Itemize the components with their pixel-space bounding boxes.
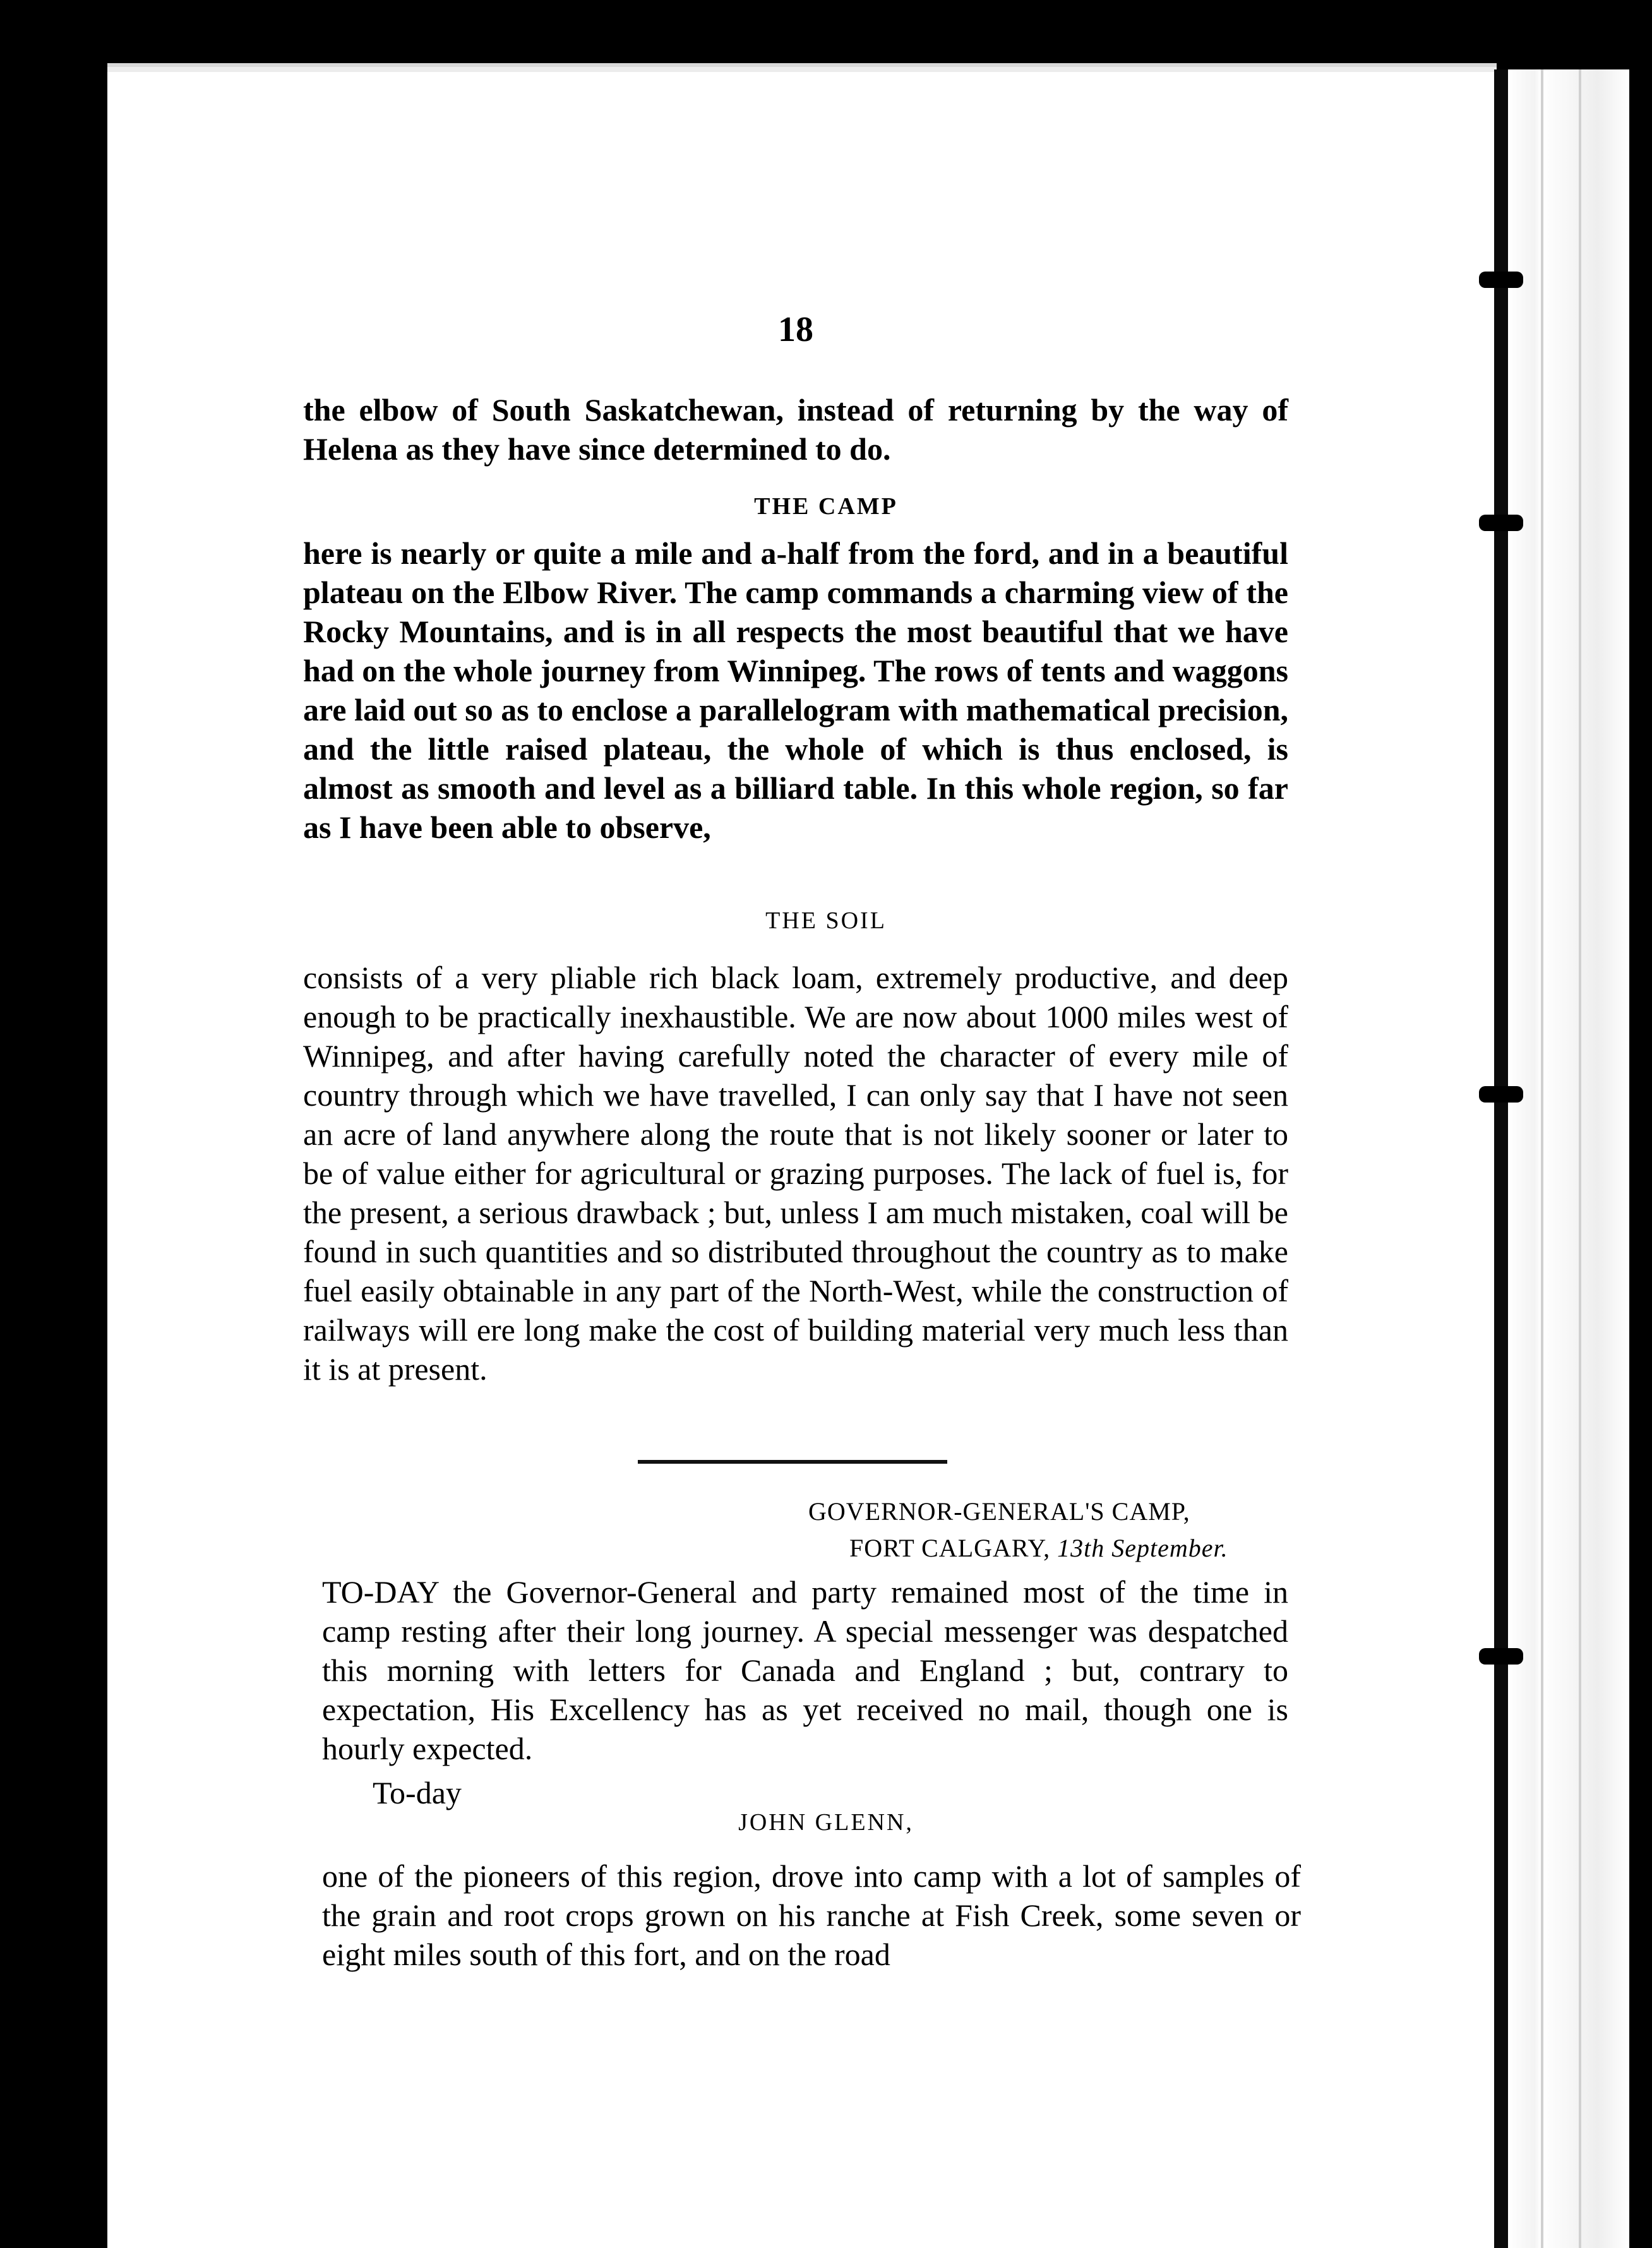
- page-edge-line: [1579, 69, 1581, 2248]
- paragraph-camp: here is nearly or quite a mile and a-half from the ford, and in a beautiful plateau on the Elbow River. The camp commands a charming view of the Rocky Mountains, and is in all respects the most beautiful that we have had on the whole journey from Winnipeg. The rows of tents and waggons are laid out so as to enclose a parallelogram with mathematical precision, and the little raised plateau, the whole of which is thus enclosed, is almost as smooth and level as a billiard table. In this whole region, so far as I have been able to observe,: [303, 535, 1288, 845]
- heading-john-glenn: JOHN GLENN,: [738, 1809, 914, 1836]
- binding-stitch: [1479, 1086, 1523, 1103]
- heading-the-soil: THE SOIL: [765, 907, 887, 934]
- dateline-date: 13th September.: [1057, 1534, 1228, 1562]
- page-number: 18: [778, 310, 813, 349]
- binding-stitch: [1479, 272, 1523, 288]
- section-rule: [638, 1460, 947, 1464]
- paragraph-today-short: To-day: [373, 1775, 462, 1810]
- paragraph-today: TO-DAY the Governor-General and party remained most of the time in camp resting after their long journey. A special messenger was despatched this morning with letters for Canada and England ; but, contrary to expectation, His Excellency has as yet received no mail, though one is hourly expected.: [322, 1574, 1288, 1766]
- book-binding: [1494, 69, 1508, 2248]
- scan-speck: [1636, 13, 1641, 38]
- scan-speck: [19, 783, 25, 789]
- paragraph-opening: the elbow of South Saskatchewan, instead of returning by the way of Helena as they have since determined to do.: [303, 392, 1288, 467]
- paragraph-glenn: one of the pioneers of this region, drove into camp with a lot of samples of the grain and root crops grown on his ranche at Fish Creek, some seven or eight miles south of this fort, and on the road: [322, 1858, 1301, 1972]
- scan-border-top: [107, 0, 1610, 63]
- dateline-place: FORT CALGARY,: [849, 1534, 1051, 1562]
- dateline-place-date: [849, 1533, 1228, 1563]
- paragraph-soil: consists of a very pliable rich black loam, extremely productive, and deep enough to be practically inexhaustible. We are now about 1000 miles west of Winnipeg, and after having carefully noted the character of every mile of country through which we have travelled, I can only say that I have not seen an acre of land anywhere along the route that is not likely sooner or later to be of value either for agricultural or grazing purposes. The lack of fuel is, for the present, a serious drawback ; but, unless I am much mistaken, coal will be found in such quantities and so distributed throughout the country as to make fuel easily obtainable in any part of the North-West, while the construction of railways will ere long make the cost of building material very much less than it is at present.: [303, 960, 1288, 1387]
- page-edge-line: [1541, 69, 1543, 2248]
- dateline-camp: GOVERNOR-GENERAL'S CAMP,: [808, 1497, 1190, 1526]
- page-stack-edge: [1497, 69, 1629, 2248]
- binding-stitch: [1479, 1648, 1523, 1665]
- heading-the-camp: THE CAMP: [754, 493, 898, 520]
